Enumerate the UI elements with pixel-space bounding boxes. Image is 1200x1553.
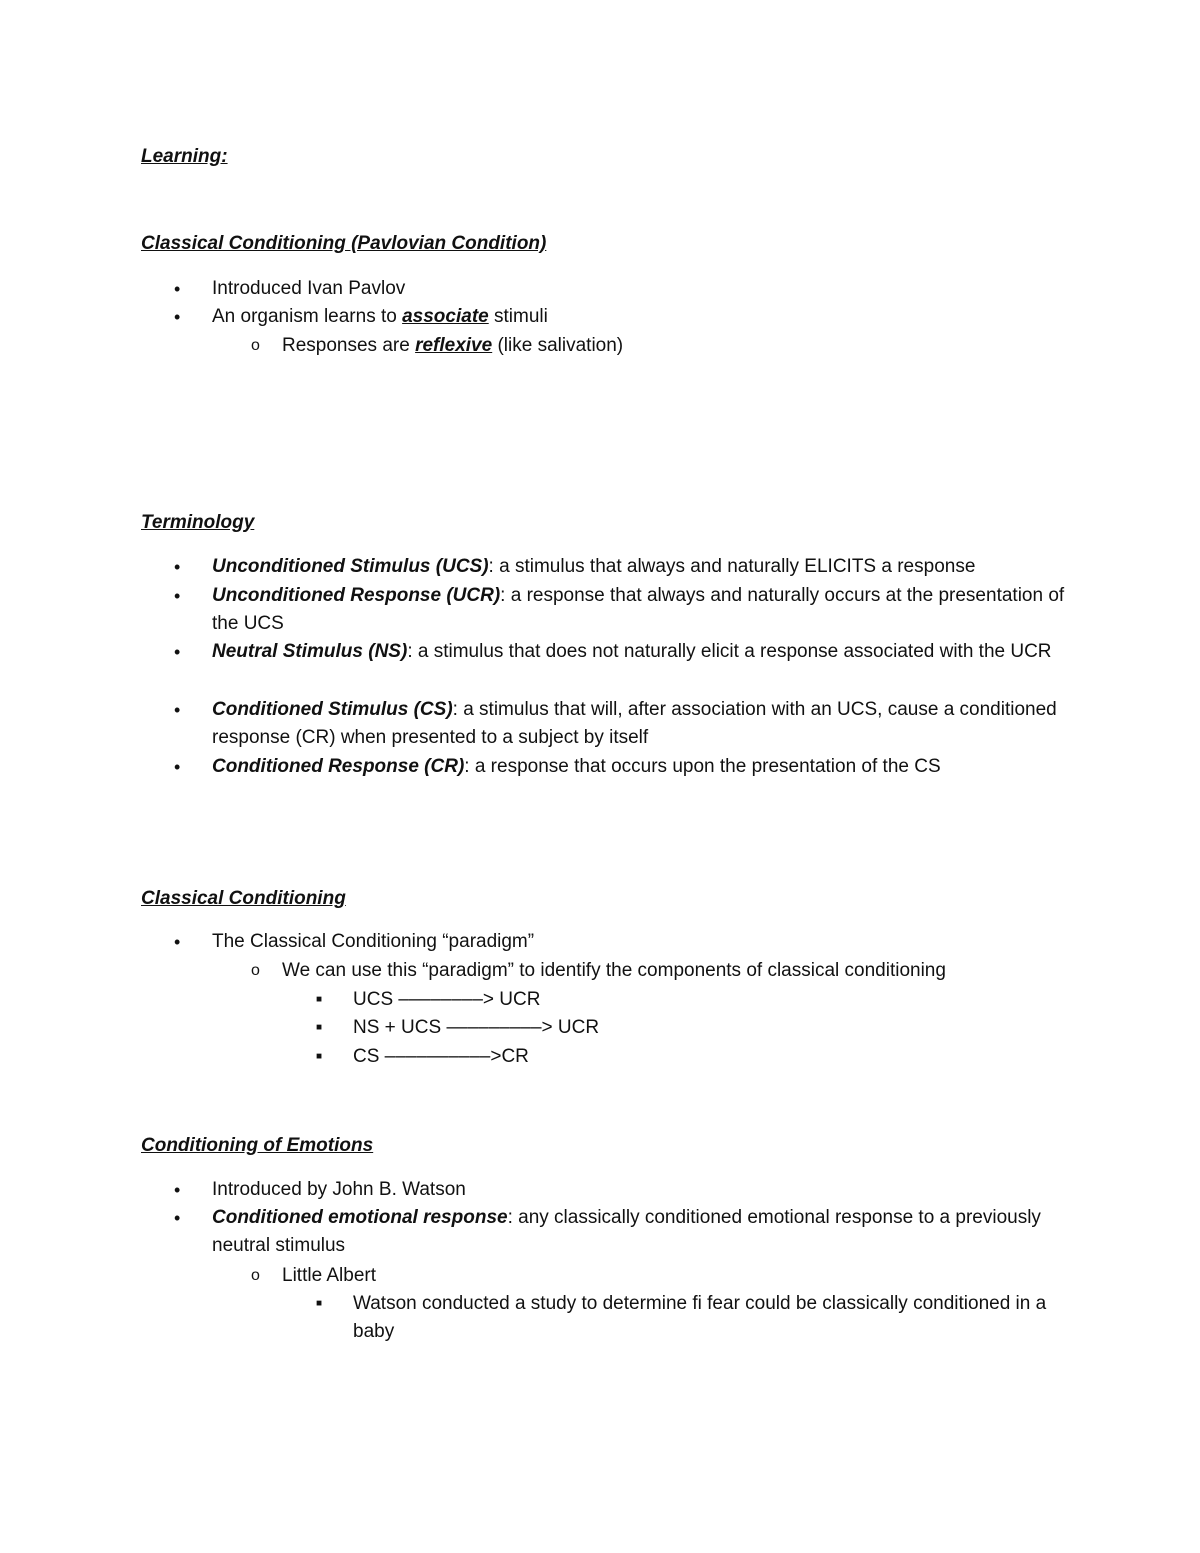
item-text: Introduced Ivan Pavlov xyxy=(212,278,406,299)
list-item xyxy=(174,753,1072,781)
bullet-icon: • xyxy=(174,279,181,299)
definition: : a stimulus that will, after association with an UCS, cause a conditioned response (CR) when presented to a subject by itself xyxy=(212,699,1057,748)
definition: : a stimulus that does not naturally elicit a response associated with the UCR xyxy=(407,641,1052,662)
list-item xyxy=(174,275,1072,303)
circle-bullet-icon: o xyxy=(251,1267,260,1284)
list-item xyxy=(251,957,1072,985)
bullet-icon: • xyxy=(174,1180,181,1200)
term: Neutral Stimulus (NS) xyxy=(212,641,408,662)
list-item xyxy=(251,332,1072,360)
term: Unconditioned Response (UCR) xyxy=(212,585,501,606)
list-item xyxy=(174,696,1072,752)
section-heading-classical-conditioning: Classical Conditioning xyxy=(141,888,346,909)
item-text: An organism learns to xyxy=(212,306,403,327)
item-text: We can use this “paradigm” to identify the components of classical conditioning xyxy=(282,960,946,981)
item-text: NS + UCS –––––––––> UCR xyxy=(353,1017,600,1038)
list-item xyxy=(251,1262,1072,1290)
item-text: Responses are xyxy=(282,335,416,356)
section-heading-conditioning-of-emotions: Conditioning of Emotions xyxy=(141,1135,374,1156)
term: Unconditioned Stimulus (UCS) xyxy=(212,556,489,577)
bullet-icon: • xyxy=(174,307,181,327)
term: Conditioned emotional response xyxy=(212,1207,508,1228)
circle-bullet-icon: o xyxy=(251,962,260,979)
square-bullet-icon: ■ xyxy=(316,1051,323,1062)
term: Conditioned Response (CR) xyxy=(212,756,465,777)
term: Conditioned Stimulus (CS) xyxy=(212,699,453,720)
bullet-icon: • xyxy=(174,586,181,606)
list-item xyxy=(316,986,1053,1014)
item-text: (like salivation) xyxy=(492,335,624,356)
item-text: CS ––––––––––>CR xyxy=(353,1046,529,1067)
bullet-icon: • xyxy=(174,642,181,662)
definition: : a stimulus that always and naturally ELICITS a response xyxy=(488,556,976,577)
list-item xyxy=(174,582,1072,638)
list-item xyxy=(316,1014,1053,1042)
bullet-icon: • xyxy=(174,1208,181,1228)
key-term: associate xyxy=(402,306,489,327)
bullet-icon: • xyxy=(174,700,181,720)
bullet-icon: • xyxy=(174,932,181,952)
definition: : a response that always and naturally occurs at the presentation of the UCS xyxy=(212,585,1065,634)
definition: : a response that occurs upon the presentation of the CS xyxy=(464,756,941,777)
item-text: stimuli xyxy=(488,306,548,327)
section-heading-terminology: Terminology xyxy=(141,512,255,533)
list-item xyxy=(174,928,1072,956)
square-bullet-icon: ■ xyxy=(316,994,323,1005)
list-item xyxy=(174,1176,1072,1204)
definition: : any classically conditioned emotional response to a previously neutral stimulus xyxy=(212,1207,1041,1256)
item-text: Introduced by John B. Watson xyxy=(212,1179,466,1200)
list-item xyxy=(174,638,1072,666)
square-bullet-icon: ■ xyxy=(316,1022,323,1033)
list-item xyxy=(174,553,1072,581)
bullet-icon: • xyxy=(174,557,181,577)
item-text: The Classical Conditioning “paradigm” xyxy=(212,931,535,952)
key-term: reflexive xyxy=(415,335,493,356)
square-bullet-icon: ■ xyxy=(316,1298,323,1309)
section-heading-pavlovian: Classical Conditioning (Pavlovian Condition) xyxy=(141,233,547,254)
item-text: UCS ––––––––> UCR xyxy=(353,989,541,1010)
list-item xyxy=(316,1290,1053,1346)
list-item xyxy=(174,1204,1072,1260)
item-text: Little Albert xyxy=(282,1265,376,1286)
list-item xyxy=(174,303,1072,331)
bullet-icon: • xyxy=(174,757,181,777)
item-text: Watson conducted a study to determine fi fear could be classically conditioned in a baby xyxy=(353,1293,1047,1342)
list-item xyxy=(316,1043,1053,1071)
circle-bullet-icon: o xyxy=(251,337,260,354)
page-title: Learning: xyxy=(141,146,228,167)
